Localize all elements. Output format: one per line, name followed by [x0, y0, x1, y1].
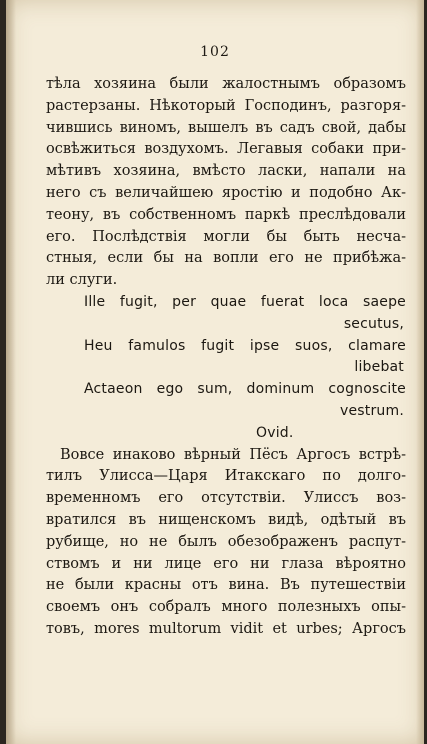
paragraph2-line: Вовсе инаково вѣрный Пёсъ Аргосъ встрѣ- [60, 446, 406, 463]
paragraph2-line: товъ, mores multorum vidit et urbes; Аргосъ [46, 620, 406, 637]
paragraph1-line: стныя, если бы на вопли его не прибѣжа- [46, 250, 406, 267]
paragraph1-line: теону, въ собственномъ паркѣ преслѣдовали [46, 206, 406, 223]
paragraph1-line: освѣжиться воздухомъ. Легавыя собаки при- [46, 141, 406, 158]
paragraph1-line: мѣтивъ хозяина, вмѣсто ласки, напали на [46, 163, 406, 180]
verse-author: Ovid. [256, 424, 294, 441]
paragraph2-line: вратился въ нищенскомъ видѣ, одѣтый въ [46, 511, 406, 528]
page-left-edge-shadow [6, 0, 16, 744]
verse-line-continuation: vestrum. [340, 402, 404, 419]
paragraph2-line: ствомъ и ни лице его ни глаза вѣроятно [46, 555, 406, 572]
verse-line: Actaeon ego sum, dominum cognoscite [84, 381, 406, 398]
paragraph2-line: тилъ Улисса—Царя Итакскаго по долго- [46, 468, 406, 485]
paragraph2-line: временномъ его отсутствіи. Улиссъ воз- [46, 490, 406, 507]
page-right-edge-shadow [416, 0, 424, 744]
paragraph1-line: тѣла хозяина были жалостнымъ образомъ [46, 76, 406, 92]
paragraph1-line: него съ величайшею яростію и подобно Ак- [46, 184, 406, 201]
page-body [46, 74, 406, 641]
paragraph1-line: чившись виномъ, вышелъ въ садъ свой, дабы [46, 119, 406, 136]
verse-line: Heu famulos fugit ipse suos, clamare [84, 337, 406, 354]
verse-line-continuation: libebat [354, 359, 404, 376]
page-number: 102 [200, 44, 230, 60]
verse-line: Ille fugit, per quae fuerat loca saepe [84, 293, 406, 310]
paragraph1-line: растерзаны. Нѣкоторый Господинъ, разгоря- [46, 97, 406, 114]
paragraph1-line: ли слуги. [46, 272, 118, 289]
paragraph2-line: не были красны отъ вина. Въ путешествіи [46, 577, 406, 594]
paragraph2-line: рубище, но не былъ обезображенъ распут- [46, 533, 406, 550]
paragraph1-line: его. Послѣдствія могли бы быть несча- [46, 228, 406, 245]
book-page [6, 0, 424, 744]
verse-line-continuation: secutus, [343, 315, 404, 332]
paragraph2-line: своемъ онъ собралъ много полезныхъ опы- [46, 599, 406, 616]
